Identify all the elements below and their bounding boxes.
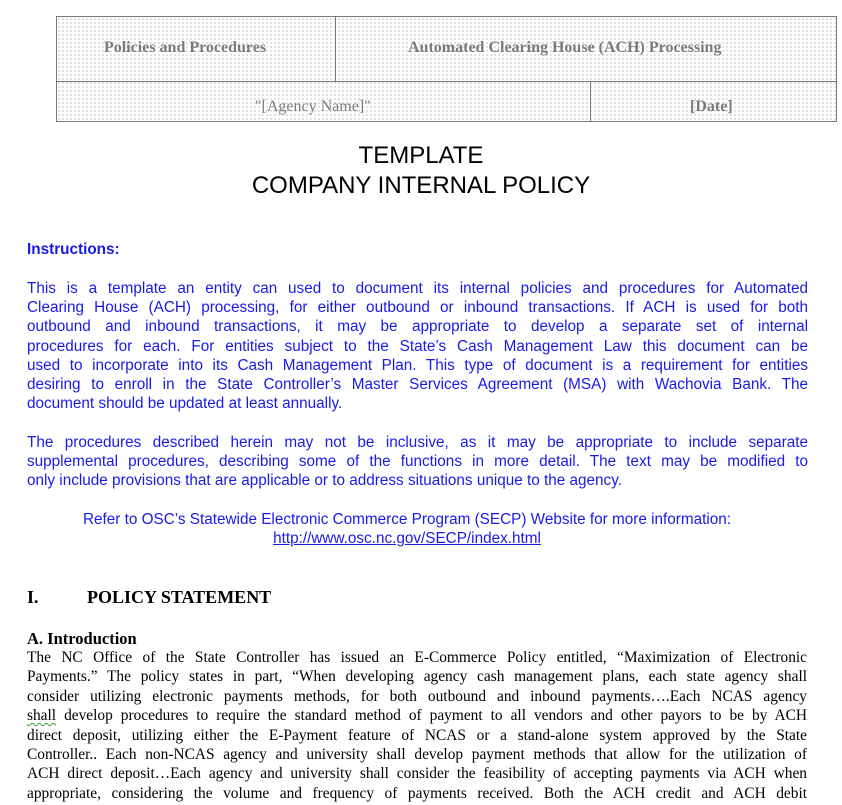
header-cell-agency [57,81,591,121]
text-line: outbound and inbound transactions, it may be appropriate to develop a separate set of internal [27,318,808,336]
refer-text: Refer to OSC’s Statewide Electronic Commerce Program (SECP) Website for more information: [82,511,732,528]
policies-label: Policies and Procedures [104,39,267,56]
title-line-1: TEMPLATE [358,142,484,169]
secp-website-link[interactable]: http://www.osc.nc.gov/SECP/index.html [273,530,541,548]
text-line: The procedures described herein may not be inclusive, as it may be appropriate to include separate [27,434,808,451]
header-row-1 [57,17,836,82]
header-cell-policies [57,17,336,81]
text-line: appropriate, considering the volume and frequency of payments received. Both the ACH credit and ACH debit [27,784,807,802]
date-field: [Date] [690,98,733,115]
subsection-heading: A. Introduction [27,629,137,648]
header-cell-subject [336,17,836,81]
instructions-paragraph-1 [27,279,808,413]
text-line: Payments.” The policy states in part, “When developing agency cash management plans, each state agency shall [27,668,807,686]
text-line: supplemental procedures, describing some of the functions in more detail. The text may be modified to [27,453,808,471]
text-line-with-spellcheck [27,706,807,725]
instructions-heading: Instructions: [27,241,120,258]
agency-name: "[Agency Name]" [255,98,371,115]
section-title: POLICY STATEMENT [87,587,272,607]
text-line: document should be updated at least annually. [27,395,343,413]
header-row-2 [57,81,836,121]
text-line: Controller.. Each non-NCAS agency and university shall develop payment methods that allow for the utilization of [27,746,807,764]
text-line: consider utilizing electronic payments methods, for both outbound and inbound payments….Each NCAS agency [27,687,807,705]
instructions-paragraph-2 [27,433,808,491]
title-line-2: COMPANY INTERNAL POLICY [251,172,591,199]
text-line: This is a template an entity can used to document its internal policies and procedures for Automated [27,280,808,297]
document-header-table [56,16,837,122]
introduction-body [27,648,807,803]
text-line-rest: develop procedures to require the standard method of payment to all vendors and other payors to be by ACH [64,707,807,725]
text-line: ACH direct deposit…Each agency and university shall consider the feasibility of accepting payments via ACH when [27,765,807,783]
section-number: I. [27,587,39,607]
text-line: The NC Office of the State Controller has issued an E-Commerce Policy entitled, “Maximization of Electronic [27,649,807,666]
text-line: Clearing House (ACH) processing, for either outbound or inbound transactions. If ACH is used for both [27,299,808,317]
text-line: only include provisions that are applicable or to address situations unique to the agency. [27,472,622,490]
text-line: procedures for each. For entities subject to the State’s Cash Management Law this document can be [27,337,808,355]
instructions-reference [17,510,797,548]
subject-label: Automated Clearing House (ACH) Processing [408,39,722,56]
spellcheck-flagged-word: shall [27,707,57,725]
text-line: direct deposit, utilizing either the E-Payment feature of NCAS or a stand-alone system approved by the State [27,726,807,744]
text-line: desiring to enroll in the State Controller’s Master Services Agreement (MSA) with Wachovia Bank. The [27,376,808,394]
text-line: used to incorporate into its Cash Management Plan. This type of document is a requirement for entities [27,356,808,374]
header-cell-date [591,81,836,121]
